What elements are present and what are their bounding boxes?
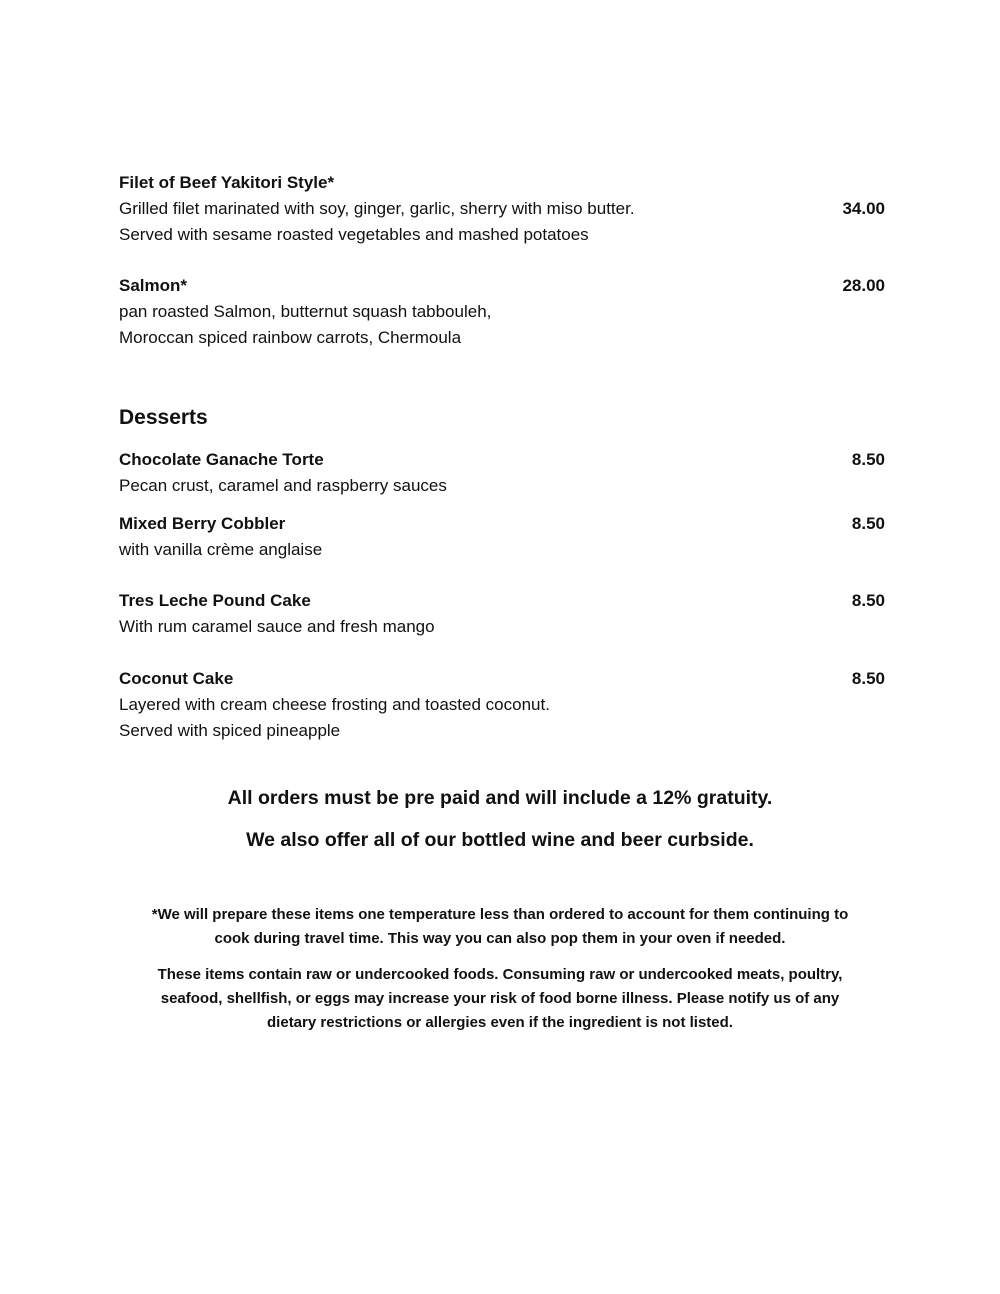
item-description: Layered with cream cheese frosting and toasted coconut. (119, 695, 550, 714)
item-description: Pecan crust, caramel and raspberry sauces (119, 476, 447, 495)
item-description: with vanilla crème anglaise (119, 540, 323, 559)
menu-item-tres-leche-pound-cake (119, 588, 885, 640)
fine-print-temperature (110, 903, 890, 951)
menu-item-filet-of-beef (119, 170, 885, 248)
item-description: Moroccan spiced rainbow carrots, Chermoula (119, 328, 462, 347)
item-description: Served with spiced pineapple (119, 721, 341, 740)
fine-print-line: *We will prepare these items one temperature less than ordered to account for them continuing to (151, 906, 849, 923)
item-name: Mixed Berry Cobbler (119, 514, 286, 533)
fine-print-line: seafood, shellfish, or eggs may increase your risk of food borne illness. Please notify us of any (160, 990, 840, 1007)
notice-curbside: We also offer all of our bottled wine and beer curbside. (246, 829, 754, 851)
item-description: Served with sesame roasted vegetables and mashed potatoes (119, 225, 589, 244)
notice-prepaid-gratuity: All orders must be pre paid and will include a 12% gratuity. (227, 787, 773, 809)
item-price: 8.50 (851, 450, 885, 469)
item-price: 34.00 (842, 199, 885, 218)
fine-print-line: cook during travel time. This way you can also pop them in your oven if needed. (214, 930, 786, 947)
item-price: 8.50 (851, 669, 885, 688)
item-description: With rum caramel sauce and fresh mango (119, 617, 435, 636)
item-name: Coconut Cake (119, 669, 234, 688)
item-description: pan roasted Salmon, butternut squash tabbouleh, (119, 302, 492, 321)
item-name: Salmon* (119, 276, 188, 295)
menu-item-coconut-cake (119, 666, 885, 744)
item-name: Tres Leche Pound Cake (119, 591, 311, 610)
fine-print-raw-foods (110, 963, 890, 1035)
item-name: Chocolate Ganache Torte (119, 450, 324, 469)
item-name: Filet of Beef Yakitori Style* (119, 173, 335, 192)
menu-item-salmon (119, 273, 885, 351)
section-heading-desserts: Desserts (119, 406, 208, 429)
item-price: 8.50 (851, 514, 885, 533)
item-price: 28.00 (842, 276, 885, 295)
item-description: Grilled filet marinated with soy, ginger, garlic, sherry with miso butter. (119, 199, 635, 218)
item-price: 8.50 (851, 591, 885, 610)
menu-item-mixed-berry-cobbler (119, 511, 885, 563)
fine-print-line: dietary restrictions or allergies even if the ingredient is not listed. (267, 1014, 733, 1031)
menu-item-chocolate-ganache-torte (119, 447, 885, 499)
fine-print-line: These items contain raw or undercooked foods. Consuming raw or undercooked meats, poultry, (157, 966, 843, 983)
